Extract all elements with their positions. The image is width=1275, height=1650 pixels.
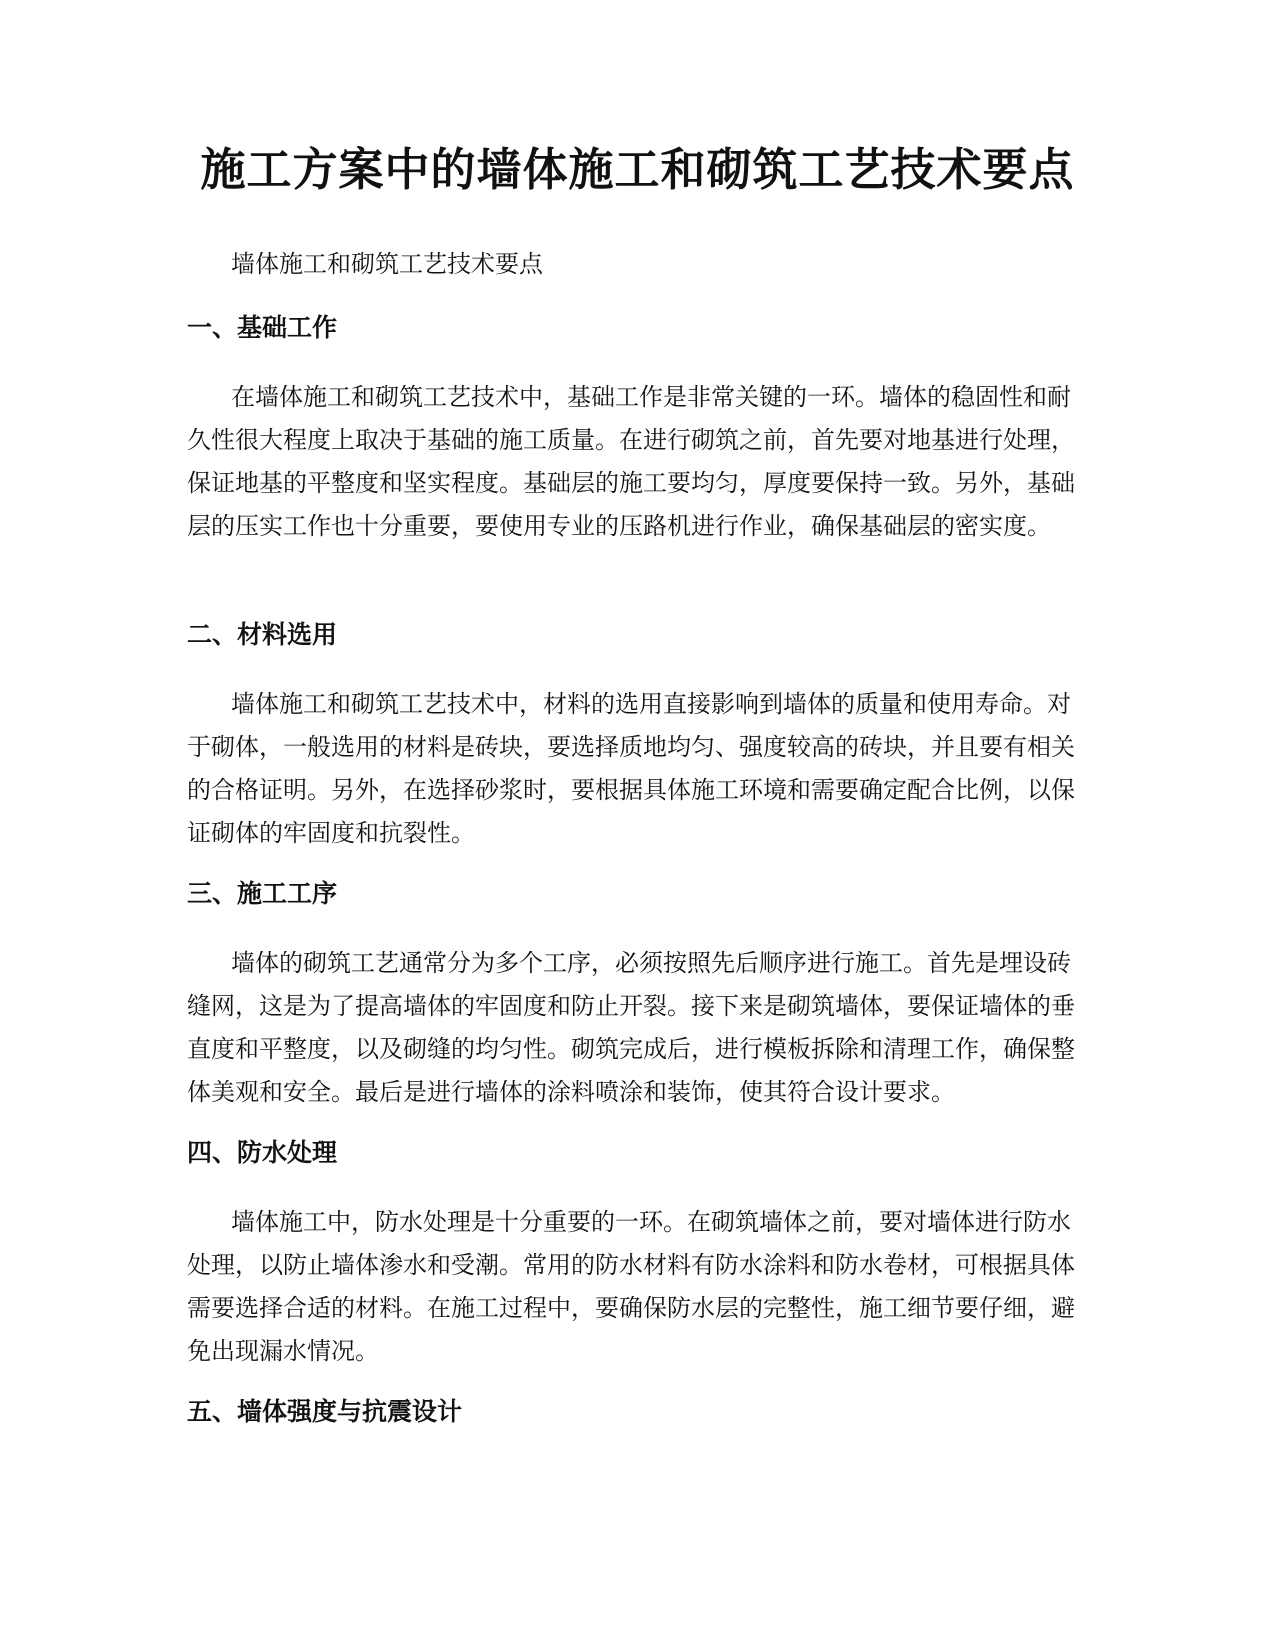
- document-subtitle: 墙体施工和砌筑工艺技术要点: [231, 250, 543, 278]
- section-paragraph-process: 墙体的砌筑工艺通常分为多个工序，必须按照先后顺序进行施工。首先是埋设砖缝网，这是为了提高墙体的牢固度和防止开裂。接下来是砌筑墙体，要保证墙体的垂直度和平整度，以及砌缝的均匀性。砌筑完成后，进行模板拆除和清理工作，确保整体美观和安全。最后是进行墙体的涂料喷涂和装饰，使其符合设计要求。: [187, 949, 1075, 1106]
- section-paragraph-materials: 墙体施工和砌筑工艺技术中，材料的选用直接影响到墙体的质量和使用寿命。对于砌体，一般选用的材料是砖块，要选择质地均匀、强度较高的砖块，并且要有相关的合格证明。另外，在选择砂浆时，要根据具体施工环境和需要确定配合比例，以保证砌体的牢固度和抗裂性。: [187, 690, 1075, 847]
- page-title: 施工方案中的墙体施工和砌筑工艺技术要点: [200, 143, 1075, 196]
- section-paragraph-foundation: 在墙体施工和砌筑工艺技术中，基础工作是非常关键的一环。墙体的稳固性和耐久性很大程度上取决于基础的施工质量。在进行砌筑之前，首先要对地基进行处理，保证地基的平整度和坚实程度。基础层的施工要均匀，厚度要保持一致。另外，基础层的压实工作也十分重要，要使用专业的压路机进行作业，确保基础层的密实度。: [187, 383, 1075, 540]
- section-heading-process: 三、施工工序: [187, 879, 338, 908]
- section-heading-strength-seismic: 五、墙体强度与抗震设计: [187, 1397, 463, 1426]
- section-heading-waterproofing: 四、防水处理: [187, 1138, 338, 1167]
- section-heading-foundation: 一、基础工作: [187, 313, 338, 342]
- section-paragraph-waterproofing: 墙体施工中，防水处理是十分重要的一环。在砌筑墙体之前，要对墙体进行防水处理，以防止墙体渗水和受潮。常用的防水材料有防水涂料和防水卷材，可根据具体需要选择合适的材料。在施工过程中，要确保防水层的完整性，施工细节要仔细，避免出现漏水情况。: [187, 1208, 1075, 1365]
- section-heading-materials: 二、材料选用: [187, 620, 338, 649]
